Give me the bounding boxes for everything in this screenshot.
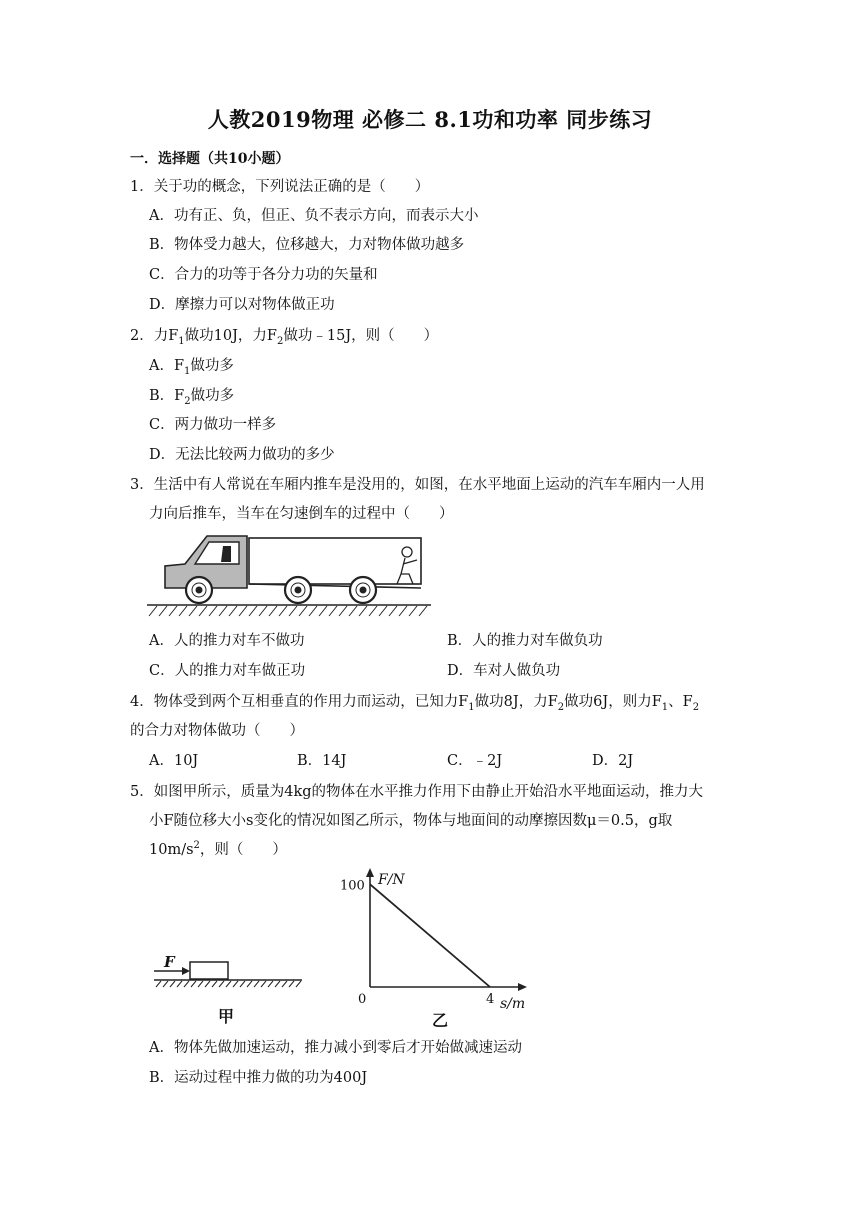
- q2-stem-part: 做功10J，力F: [184, 328, 277, 344]
- q4-stem-part: 4．物体受到两个互相垂直的作用力而运动，已知力F: [130, 694, 469, 710]
- y-axis-label: F/N: [378, 872, 405, 888]
- q4-sub: 1: [468, 701, 475, 713]
- q4-option-c: C．﹣2J: [447, 753, 503, 769]
- q2-option-d: D．无法比较两力做功的多少: [149, 447, 335, 463]
- q5-stem-line3: [149, 840, 287, 860]
- q5-stem-line2: 小F随位移大小s变化的情况如图乙所示，物体与地面间的动摩擦因数μ＝0.5，g取: [149, 813, 673, 829]
- q2-option-c: C．两力做功一样多: [149, 417, 277, 433]
- q1-stem: 1．关于功的概念，下列说法正确的是（ ）: [130, 179, 430, 195]
- q4-sub: 1: [661, 701, 669, 713]
- y-axis-arrow: [366, 868, 374, 877]
- page-title: 人教2019物理 必修二 8.1功和功率 同步练习: [207, 107, 653, 132]
- q1-option-a: A．功有正、负，但正、负不表示方向，而表示大小: [149, 208, 479, 224]
- q5-sup: 2: [193, 840, 200, 852]
- force-displacement-line: [370, 884, 490, 987]
- q2-b-sub: 2: [184, 395, 191, 407]
- q2-option-a: [149, 356, 234, 376]
- q4-sub: 2: [692, 701, 700, 713]
- q4-stem-part: 、F: [668, 694, 693, 710]
- q4-stem-part: 做功8J，力F: [474, 694, 558, 710]
- y-tick-label: 100: [340, 878, 365, 894]
- section-heading: 一．选择题（共10小题）: [130, 151, 290, 167]
- origin-label: 0: [358, 992, 367, 1007]
- q5-option-a: A．物体先做加速运动，推力减小到零后才开始做减速运动: [149, 1040, 522, 1056]
- q4-sub: 2: [557, 701, 565, 713]
- q1-option-c: C．合力的功等于各分力功的矢量和: [149, 267, 378, 283]
- q2-stem-part: 2．力F: [130, 328, 179, 344]
- x-axis-label: s/m: [500, 996, 526, 1012]
- q3-stem-line2: 力向后推车，当车在匀速倒车的过程中（ ）: [149, 506, 454, 522]
- q2-stem-part: 做功﹣15J，则（ ）: [283, 328, 439, 344]
- q2-sub: 1: [178, 335, 185, 347]
- q4-stem-line2: 的合力对物体做功（ ）: [130, 723, 304, 739]
- figure-yi-graph: [330, 862, 535, 1032]
- q3-option-a: A．人的推力对车不做功: [149, 633, 305, 649]
- q3-stem-line1: 3．生活中有人常说在车厢内推车是没用的，如图，在水平地面上运动的汽车车厢内一人用: [130, 477, 705, 493]
- q5-stem-part: 10m/s: [149, 842, 194, 858]
- q2-a-part: 做功多: [190, 358, 234, 374]
- q2-stem: [130, 326, 438, 346]
- q5-stem-part: ，则（ ）: [199, 842, 287, 858]
- q2-sub: 2: [277, 335, 284, 347]
- q3-option-b: B．人的推力对车做负功: [447, 633, 603, 649]
- q1-option-b: B．物体受力越大，位移越大，力对物体做功越多: [149, 237, 465, 253]
- q4-option-d: D．2J: [592, 753, 634, 769]
- q2-b-part: B．F: [149, 388, 185, 404]
- q2-option-b: [149, 386, 234, 406]
- q2-b-part: 做功多: [190, 388, 235, 404]
- truck-figure: [145, 530, 435, 622]
- q3-option-c: C．人的推力对车做正功: [149, 663, 306, 679]
- q5-stem-line1: 5．如图甲所示，质量为4kg的物体在水平推力作用下由静止开始沿水平地面运动，推力大: [130, 784, 704, 800]
- q4-stem-part: 做功6J，则力F: [564, 694, 662, 710]
- figure-yi-label: 乙: [432, 1011, 449, 1030]
- figure-jia-block: [150, 950, 310, 1030]
- q4-option-b: B．14J: [297, 753, 347, 769]
- q2-a-part: A．F: [149, 358, 185, 374]
- q3-option-d: D．车对人做负功: [447, 663, 561, 679]
- x-axis-arrow: [518, 983, 527, 991]
- q4-stem-line1: [130, 692, 699, 712]
- x-tick-label: 4: [486, 992, 495, 1007]
- figure-jia-label: 甲: [218, 1007, 235, 1026]
- q1-option-d: D．摩擦力可以对物体做正功: [149, 297, 335, 313]
- q2-a-sub: 1: [184, 365, 191, 377]
- force-label: F: [164, 953, 175, 971]
- q5-option-b: B．运动过程中推力做的功为400J: [149, 1070, 368, 1086]
- q4-option-a: A．10J: [149, 753, 199, 769]
